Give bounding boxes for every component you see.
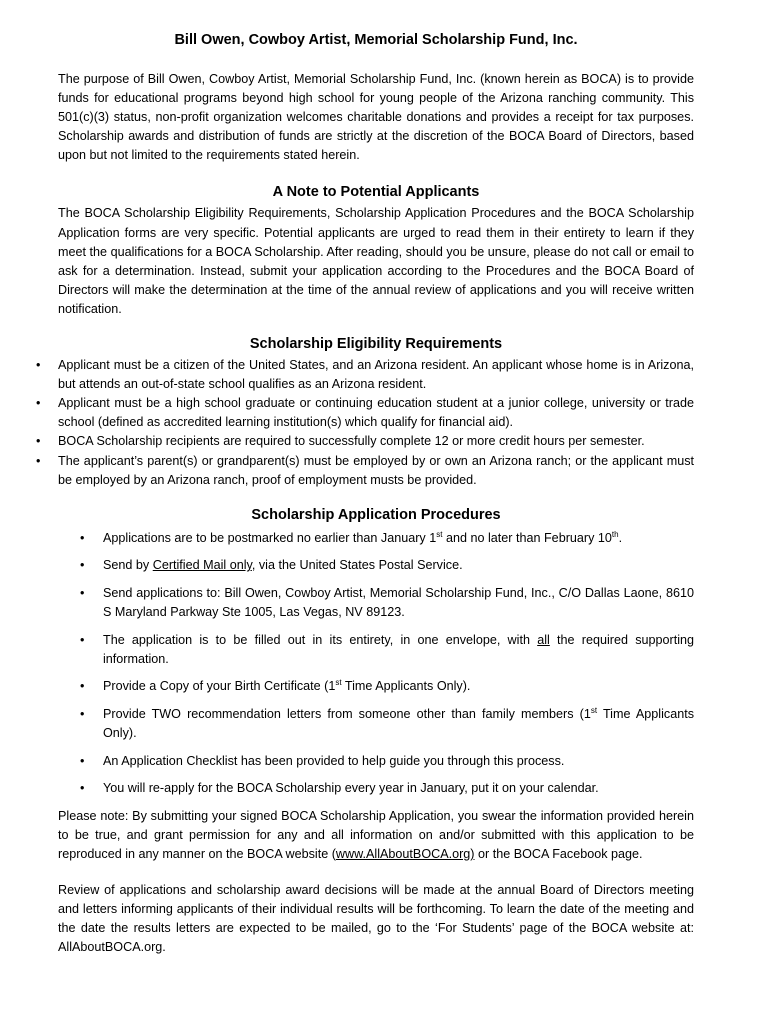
item-text: Provide a Copy of your Birth Certificate (1	[103, 679, 336, 694]
list-item: • Applicant must be a citizen of the United States, and an Arizona resident. An applicant whose home is in Arizona, but attends an out-of-state school qualifies as an Arizona resident.	[58, 356, 694, 394]
note-heading: A Note to Potential Applicants	[272, 184, 480, 201]
superscript: th	[611, 529, 619, 539]
item-text: Time Applicants Only).	[103, 706, 694, 740]
item-text: Time Applicants Only).	[341, 679, 471, 694]
item-text: Applications are to be postmarked no earlier than January 1	[103, 530, 437, 545]
list-item	[58, 705, 694, 743]
superscript: st	[436, 529, 443, 539]
superscript: st	[590, 705, 598, 715]
review-paragraph: Review of applications and scholarship award decisions will be made at the annual Board of Directors meeting and letters informing applicants of their individual results will be forthcoming. To learn the date of the meeting and the date the results letters are expected to be mailed, go to the ‘For Students’ page of the BOCA website at: AllAboutBOCA.org.	[58, 883, 694, 955]
underlined-text: all	[537, 632, 550, 647]
eligibility-heading: Scholarship Eligibility Requirements	[249, 336, 503, 353]
item-text: the required supporting information.	[103, 632, 694, 666]
list-item	[58, 677, 694, 696]
item-text: Provide TWO recommendation letters from someone other than family members (1	[103, 706, 591, 721]
paragraph-text: Please note: By submitting your signed BOCA Scholarship Application, you swear the information provided herein to be true, and grant permission for any and all information on and/or submitted with this application to be reproduced in any manner on the BOCA website (	[58, 808, 694, 861]
intro-paragraph: The purpose of Bill Owen, Cowboy Artist, Memorial Scholarship Fund, Inc. (known herein as BOCA) is to provide funds for educational programs beyond high school for young people of the Arizona ranching community. This 501(c)(3) status, non-profit organization welcomes charitable donations and provides a receipt for tax purposes. Scholarship awards and distribution of funds are strictly at the discretion of the BOCA Board of Directors, based upon but not limited to the requirements stated herein.	[58, 72, 694, 163]
website-link[interactable]: www.AllAboutBOCA.org)	[335, 846, 475, 861]
list-item: • Applicant must be a high school graduate or continuing education student at a junior college, university or trade school (defined as accredited learning institution(s) which qualify for financial aid).	[58, 394, 694, 432]
procedures-list	[58, 529, 694, 799]
certified-mail-text: Certified Mail only	[152, 558, 252, 573]
list-item: • An Application Checklist has been provided to help guide you through this process.	[58, 752, 694, 771]
list-item	[58, 529, 694, 548]
paragraph-text: or the BOCA Facebook page.	[474, 846, 643, 861]
item-text: Send by	[103, 558, 153, 573]
page-title: Bill Owen, Cowboy Artist, Memorial Scholarship Fund, Inc.	[174, 32, 578, 48]
item-text: , via the United States Postal Service.	[251, 558, 463, 573]
item-text: and no later than February 10	[442, 530, 612, 545]
list-item: • The applicant’s parent(s) or grandparent(s) must be employed by or own an Arizona ranch; or the applicant must be employed by an Arizona ranch, proof of employment musts be provided.	[58, 452, 694, 490]
document-page	[58, 32, 694, 957]
list-item	[58, 556, 694, 575]
please-note-paragraph	[58, 807, 694, 864]
note-paragraph: The BOCA Scholarship Eligibility Requirements, Scholarship Application Procedures and the BOCA Scholarship Application forms are very specific. Potential applicants are urged to read them in their entirety to learn if they meet the qualifications for a BOCA Scholarship. After reading, should you be unsure, please do not call or email to ask for a determination. Instead, submit your application according to the Procedures and the BOCA Board of Directors will make the determination at the time of the annual review of applications and you will receive written notification.	[58, 206, 694, 316]
item-text: .	[618, 530, 623, 545]
procedures-heading: Scholarship Application Procedures	[251, 506, 501, 523]
list-item: • Send applications to: Bill Owen, Cowboy Artist, Memorial Scholarship Fund, Inc., C/O Dallas Laone, 8610 S Maryland Parkway Ste 1005, Las Vegas, NV 89123.	[58, 584, 694, 622]
eligibility-list	[58, 356, 694, 490]
item-text: The application is to be filled out in its entirety, in one envelope, with	[103, 632, 538, 647]
list-item: • You will re-apply for the BOCA Scholarship every year in January, put it on your calendar.	[58, 779, 694, 798]
superscript: st	[335, 678, 342, 688]
list-item: • BOCA Scholarship recipients are required to successfully complete 12 or more credit hours per semester.	[58, 432, 694, 451]
list-item	[58, 631, 694, 669]
